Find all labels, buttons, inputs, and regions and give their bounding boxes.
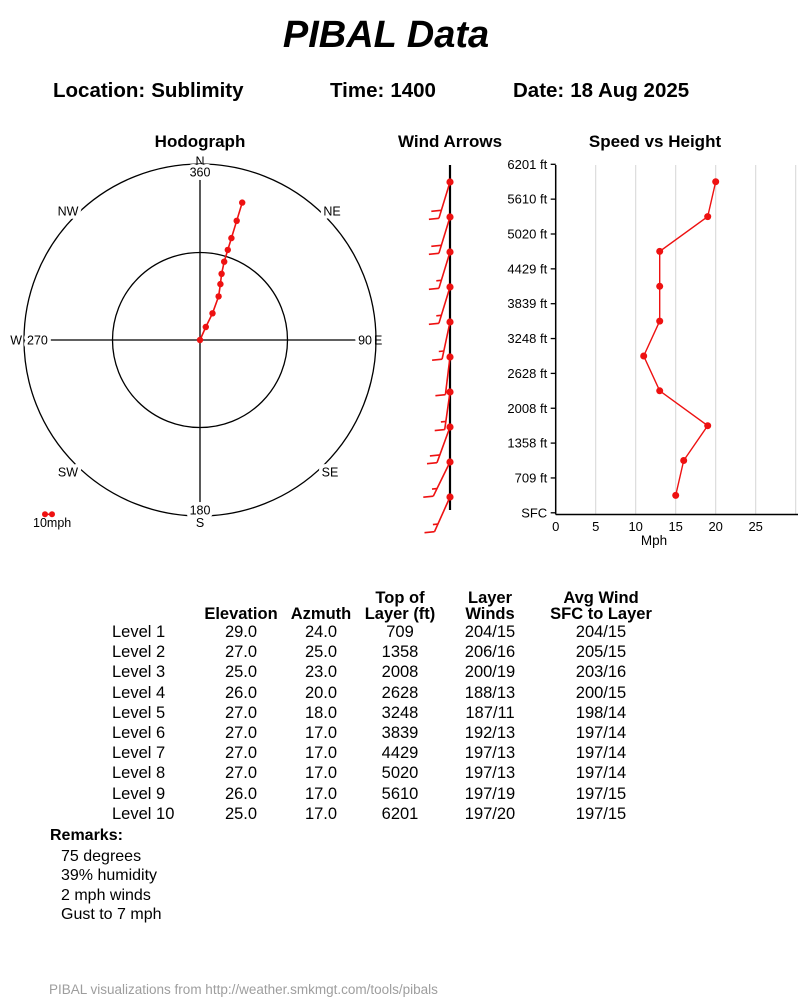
- level-cell: Level 2: [112, 643, 166, 662]
- remark-item: 2 mph winds: [61, 886, 151, 904]
- table-row: [112, 642, 666, 662]
- layer-winds-cell: 204/15: [464, 623, 516, 641]
- page-title: PIBAL Data: [282, 14, 490, 56]
- degree-90-label: 90: [358, 333, 372, 348]
- height-tick-label: 3839 ft: [507, 296, 548, 312]
- azimuth-cell: 17.0: [304, 784, 338, 803]
- height-tick-label: 1358 ft: [507, 435, 548, 451]
- header-avg-wind: Avg Wind SFC to Layer: [550, 589, 652, 623]
- height-tick-label: 2628 ft: [507, 365, 548, 381]
- table-row: [112, 804, 666, 824]
- compass-e-label: E: [374, 333, 383, 348]
- wind-arrows-chart: [395, 125, 505, 545]
- compass-w-label: W: [10, 333, 22, 348]
- top-of-layer-cell: 2628: [381, 683, 419, 702]
- layer-winds-cell: 197/13: [464, 764, 516, 783]
- height-tick-label: 4429 ft: [507, 261, 548, 277]
- avg-wind-cell: 197/14: [575, 764, 627, 783]
- mph-tick-label: 5: [592, 519, 600, 534]
- elevation-cell: 29.0: [224, 623, 258, 641]
- height-tick-label: 3248 ft: [507, 331, 548, 347]
- compass-nw-label: NW: [57, 204, 79, 219]
- remarks-list: [50, 847, 162, 924]
- degree-270-label: 270: [27, 333, 48, 348]
- compass-s-label: S: [195, 516, 205, 530]
- elevation-cell: 26.0: [224, 683, 258, 702]
- wind-levels-table: [112, 584, 666, 824]
- azimuth-cell: 17.0: [304, 804, 338, 823]
- avg-wind-cell: 205/15: [575, 643, 627, 662]
- time-field: [330, 79, 436, 103]
- location-value: Sublimity: [151, 79, 244, 102]
- speed-vs-height-chart: [495, 125, 800, 555]
- remarks-section: [50, 826, 162, 924]
- remark-item: Gust to 7 mph: [61, 905, 162, 923]
- level-cell: Level 3: [112, 663, 166, 682]
- elevation-cell: 26.0: [224, 784, 258, 803]
- elevation-cell: 27.0: [224, 744, 258, 763]
- avg-wind-cell: 200/15: [575, 683, 627, 702]
- time-value: 1400: [390, 79, 436, 102]
- table-row: [112, 662, 666, 682]
- table-row: [112, 784, 666, 804]
- top-of-layer-cell: 4429: [381, 744, 419, 763]
- top-of-layer-cell: 2008: [381, 663, 419, 682]
- header-elevation: Elevation: [204, 605, 278, 623]
- height-tick-label: 5610 ft: [507, 191, 548, 207]
- wind-table-header: [112, 584, 666, 622]
- date-field: [513, 79, 689, 103]
- location-field: [53, 79, 244, 103]
- wind-arrows-title: Wind Arrows: [398, 132, 503, 151]
- azimuth-cell: 25.0: [304, 643, 338, 662]
- azimuth-cell: 24.0: [304, 623, 338, 641]
- remark-item: 75 degrees: [61, 848, 142, 865]
- height-tick-label: 709 ft: [514, 470, 548, 486]
- layer-winds-cell: 187/11: [465, 703, 515, 722]
- azimuth-cell: 18.0: [304, 703, 338, 722]
- compass-se-label: SE: [321, 465, 339, 480]
- layer-winds-cell: 197/13: [464, 744, 516, 763]
- height-tick-label: SFC: [521, 505, 548, 521]
- level-cell: Level 8: [112, 764, 166, 783]
- header-level: [112, 584, 196, 622]
- elevation-cell: 27.0: [224, 724, 258, 743]
- level-cell: Level 1: [112, 623, 166, 641]
- table-row: [112, 703, 666, 723]
- avg-wind-cell: 204/15: [575, 623, 627, 641]
- compass-ne-label: NE: [323, 204, 341, 219]
- azimuth-cell: 17.0: [304, 724, 338, 743]
- layer-winds-cell: 200/19: [464, 663, 516, 682]
- height-tick-label: 2008 ft: [507, 400, 548, 416]
- elevation-cell: 27.0: [224, 703, 258, 722]
- avg-wind-cell: 197/15: [575, 804, 627, 823]
- top-of-layer-cell: 3248: [381, 703, 419, 722]
- compass-sw-label: SW: [57, 465, 79, 480]
- degree-180-label: 180: [189, 503, 211, 518]
- top-of-layer-cell: 5020: [381, 764, 419, 783]
- hodograph-scale-legend: 10mph: [33, 516, 72, 530]
- mph-tick-label: 25: [748, 519, 763, 534]
- azimuth-cell: 17.0: [304, 764, 338, 783]
- top-of-layer-cell: 6201: [381, 804, 419, 823]
- azimuth-cell: 17.0: [304, 744, 338, 763]
- date-value: 18 Aug 2025: [570, 79, 690, 102]
- remark-item: 39% humidity: [61, 867, 158, 885]
- level-cell: Level 10: [112, 804, 175, 823]
- top-of-layer-cell: 5610: [381, 784, 419, 803]
- level-cell: Level 7: [112, 744, 166, 763]
- layer-winds-cell: 206/16: [464, 643, 516, 662]
- table-row: [112, 763, 666, 783]
- footer-credit: PIBAL visualizations from http://weather.smkmgt.com/tools/pibals: [49, 982, 438, 997]
- top-of-layer-cell: 709: [386, 623, 414, 641]
- avg-wind-cell: 197/14: [575, 744, 627, 763]
- mph-axis-label: Mph: [640, 533, 668, 548]
- hodograph-title: Hodograph: [154, 132, 246, 151]
- speed-profile-line: [644, 182, 716, 496]
- avg-wind-cell: 197/14: [575, 724, 627, 743]
- date-label: Date:: [513, 79, 565, 102]
- height-tick-label: 5020 ft: [507, 226, 548, 242]
- layer-winds-cell: 192/13: [464, 724, 516, 743]
- mph-tick-label: 15: [668, 519, 683, 534]
- wind-table-body: [112, 622, 666, 824]
- elevation-cell: 25.0: [224, 663, 258, 682]
- time-label: Time:: [330, 79, 385, 102]
- hodograph-chart: [0, 125, 400, 545]
- header-top-of-layer: Top of Layer (ft): [364, 589, 436, 623]
- mph-tick-label: 20: [708, 519, 723, 534]
- elevation-cell: 27.0: [224, 643, 258, 662]
- mph-tick-label: 10: [628, 519, 643, 534]
- table-row: [112, 743, 666, 763]
- table-row: [112, 723, 666, 743]
- mph-tick-label: 0: [552, 519, 560, 534]
- level-cell: Level 9: [112, 784, 166, 803]
- azimuth-cell: 20.0: [304, 683, 338, 702]
- speed-height-title: Speed vs Height: [588, 132, 722, 151]
- top-of-layer-cell: 1358: [381, 643, 419, 662]
- remarks-label: Remarks:: [50, 827, 123, 844]
- level-cell: Level 6: [112, 724, 166, 743]
- layer-winds-cell: 197/19: [464, 784, 516, 803]
- degree-360-label: 360: [189, 165, 211, 180]
- table-row: [112, 622, 666, 642]
- elevation-cell: 25.0: [224, 804, 258, 823]
- layer-winds-cell: 188/13: [464, 683, 516, 702]
- avg-wind-cell: 197/15: [575, 784, 627, 803]
- level-cell: Level 5: [112, 703, 166, 722]
- avg-wind-cell: 198/14: [575, 703, 627, 722]
- height-tick-label: 6201 ft: [507, 156, 548, 172]
- top-of-layer-cell: 3839: [381, 724, 419, 743]
- layer-winds-cell: 197/20: [464, 804, 516, 823]
- header-layer-winds: Layer Winds: [465, 589, 515, 623]
- compass-n-label: N: [195, 154, 205, 169]
- table-row: [112, 683, 666, 703]
- elevation-cell: 27.0: [224, 764, 258, 783]
- level-cell: Level 4: [112, 683, 166, 702]
- azimuth-cell: 23.0: [304, 663, 338, 682]
- avg-wind-cell: 203/16: [575, 663, 627, 682]
- header-azimuth: Azmuth: [290, 605, 352, 623]
- location-label: Location:: [53, 79, 146, 102]
